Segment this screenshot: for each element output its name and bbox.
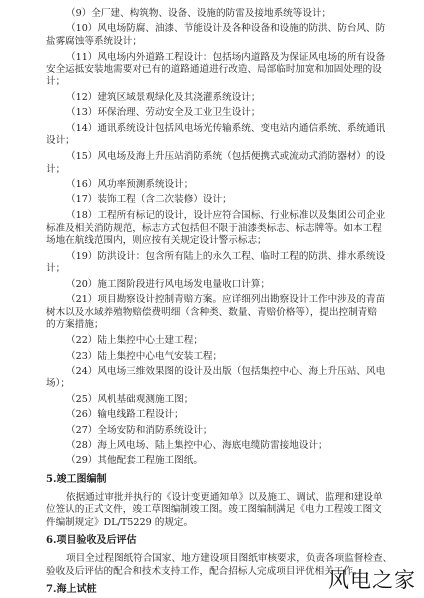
text-line: 安全运抵安装地需要对已有的道路通道进行改造、局部临时加宽和加固处理的设: [46, 63, 382, 75]
text-line: 计；: [46, 76, 66, 88]
text-line: （17）装饰工程（含二次装修）设计；: [66, 194, 232, 206]
text-line: （21）项目勘察设计控制青赔方案。应详细列出勘察设计工作中涉及的青苗: [66, 294, 386, 306]
text-line: 位签认的正式文件，竣工草图编制竣工图。竣工图编制满足《电力工程竣工图文: [46, 504, 382, 516]
text-line: （9）全厂建、构筑物、设备、设施的防雷及接地系统等设计；: [66, 8, 332, 20]
text-line: 标准及相关消防规范，标志方式包括但不限于油漆类标志、标志牌等。如本工程: [46, 222, 382, 234]
text-line: （26）输电线路工程设计；: [66, 408, 184, 420]
text-line: 的方案措施；: [46, 318, 104, 330]
text-line: （23）陆上集控中心电气安装工程；: [66, 350, 223, 362]
text-line: （13）环保治理、劳动安全及工业卫生设计；: [66, 107, 261, 119]
text-line: （14）通讯系统设计包括风电场光传输系统、变电站内通信系统、系统通讯: [66, 122, 386, 134]
text-line: （16）风功率预测系统设计；: [66, 179, 194, 191]
section-heading: 7.海上试桩: [46, 584, 97, 595]
text-line: 计；: [46, 163, 66, 175]
text-line: （19）防洪设计：包含所有陆上的永久工程、临时工程的防洪、排水系统设: [66, 250, 386, 262]
text-line: 场）；: [46, 377, 70, 389]
section-heading: 5.竣工图编制: [46, 473, 107, 485]
text-line: 场地在航线范围内，则应按有关规定设计警示标志；: [46, 235, 267, 247]
text-line: 盐雾腐蚀等系统设计；: [46, 35, 142, 47]
text-line: （25）风机基础观测施工图；: [66, 393, 194, 405]
text-line: （12）建筑区域景观绿化及其浇灌系统设计；: [66, 92, 261, 104]
text-line: （10）风电场防腐、油漆、节能设计及各种设备和设施的防洪、防台风、防: [66, 23, 386, 35]
text-line: （11）风电场内外道路工程设计：包括场内道路及为保证风电场的所有设备: [66, 51, 386, 63]
text-line: （24）风电场三维效果图的设计及出版（包括集控中心、海上升压站、风电: [66, 365, 386, 377]
text-line: （22）陆上集控中心土建工程；: [66, 334, 203, 346]
text-line: （27）全场安防和消防系统设计；: [66, 424, 213, 436]
text-line: （18）工程所有标记的设计，设计应符合国标、行业标准以及集团公司企业: [66, 210, 386, 222]
text-line: 项目全过程图纸符合国家、地方建设项目图纸审核要求，负责各项监督检查、: [66, 553, 393, 565]
text-line: 设计；: [46, 135, 75, 147]
text-line: （28）海上风电场、陆上集控中心、海底电缆防雷接地设计；: [66, 440, 328, 452]
text-line: 计；: [46, 263, 66, 275]
text-line: 验收及后评估的配合和技术支持工作，配合招标人完成项目评优相关工作。: [46, 565, 363, 577]
text-line: 树木以及水域养殖物赔偿费明细（含种类、数量、青赔价格等），提出控制青赔: [46, 306, 377, 318]
text-line: （20）施工图阶段进行风电场发电量收口计算；: [66, 279, 271, 291]
text-line: 件编制规定》DL/T5229 的规定。: [46, 516, 194, 528]
text-line: 依据通过审批并执行的《设计变更通知单》以及施工、调试、监理和建设单: [66, 491, 383, 503]
watermark-logo: 风电之家: [328, 568, 416, 592]
text-line: （29）其他配套工程施工图纸。: [66, 455, 203, 467]
section-heading: 6.项目验收及后评估: [46, 534, 137, 546]
text-line: （15）风电场及海上升压站消防系统（包括便携式或流动式消防器材）的设: [66, 151, 386, 163]
